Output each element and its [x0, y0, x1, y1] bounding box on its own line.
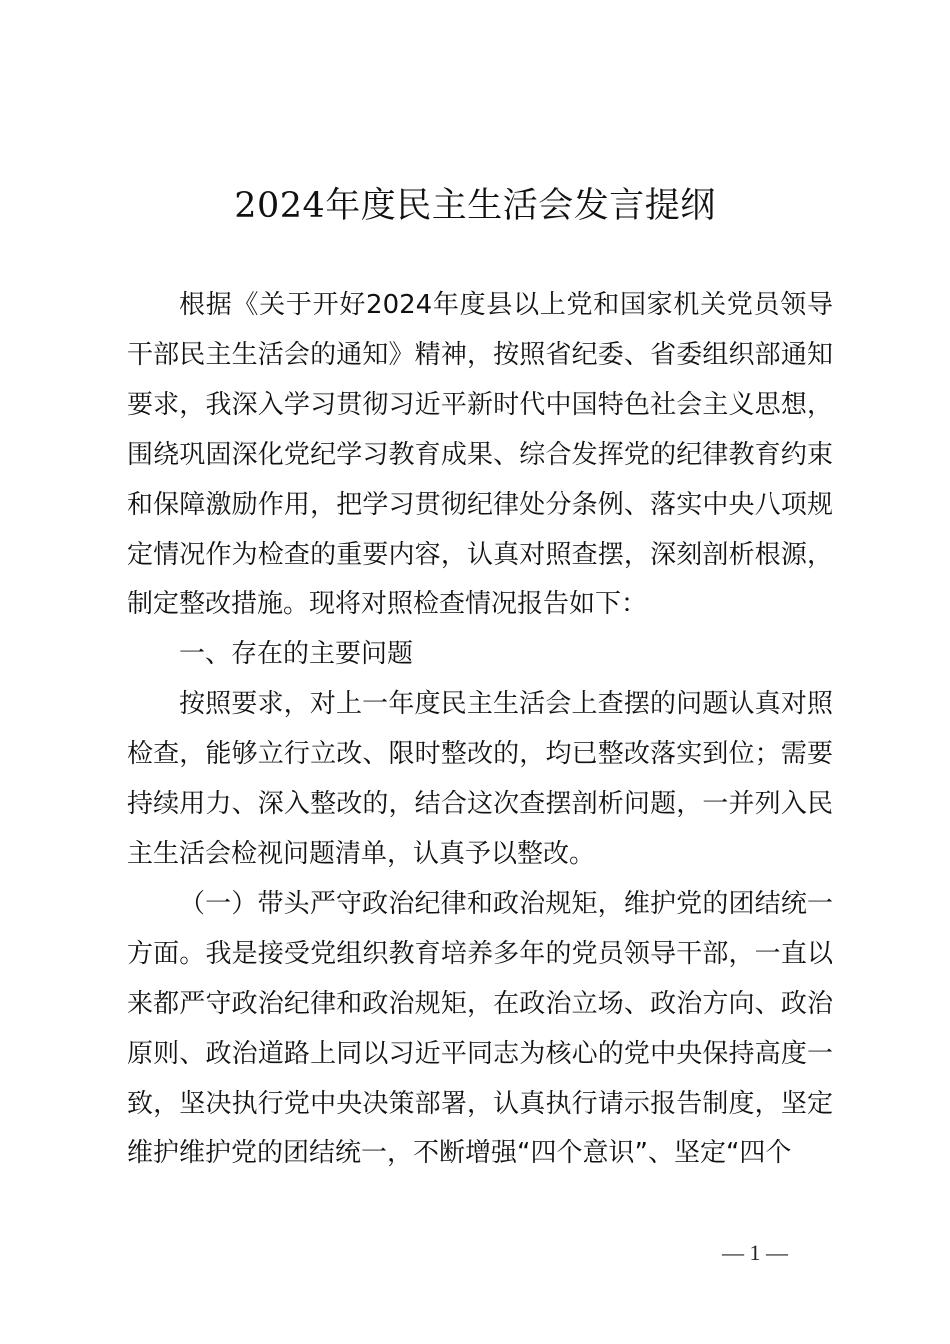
paragraph-political-discipline: （一）带头严守政治纪律和政治规矩，维护党的团结统一方面。我是接受党组织教育培养多年的党员领导干部，一直以来都严守政治纪律和政治规矩，在政治立场、政治方向、政治原则、政治道路上同以习近平同志为核心的党中央保持高度一致，坚决执行党中央决策部署，认真执行请示报告制度，坚定维护维护党的团结统一，不断增强“四个意识”、坚定“四个: [127, 888, 833, 1169]
paragraph-intro: 根据《关于开好2024年度县以上党和国家机关党员领导干部民主生活会的通知》精神，按照省纪委、省委组织部通知要求，我深入学习贯彻习近平新时代中国特色社会主义思想，围绕巩固深化党纪学习教育成果、综合发挥党的纪律教育约束和保障激励作用，把学习贯彻纪律处分条例、落实中央八项规定情况作为检查的重要内容，认真对照查摆，深刻剖析根源，制定整改措施。现将对照检查情况报告如下：: [127, 290, 833, 620]
page-number: — 1 —: [722, 1240, 788, 1265]
document-body: [127, 281, 833, 1179]
section-heading-main-problems: 一、存在的主要问题: [179, 639, 414, 670]
document-title: 2024年度民主生活会发言提纲: [234, 186, 716, 226]
paragraph-previous-rectification: 按照要求，对上一年度民主生活会上查摆的问题认真对照检查，能够立行立改、限时整改的，均已整改落实到位；需要持续用力、深入整改的，结合这次查摆剖析问题，一并列入民主生活会检视问题清单，认真予以整改。: [127, 689, 833, 869]
